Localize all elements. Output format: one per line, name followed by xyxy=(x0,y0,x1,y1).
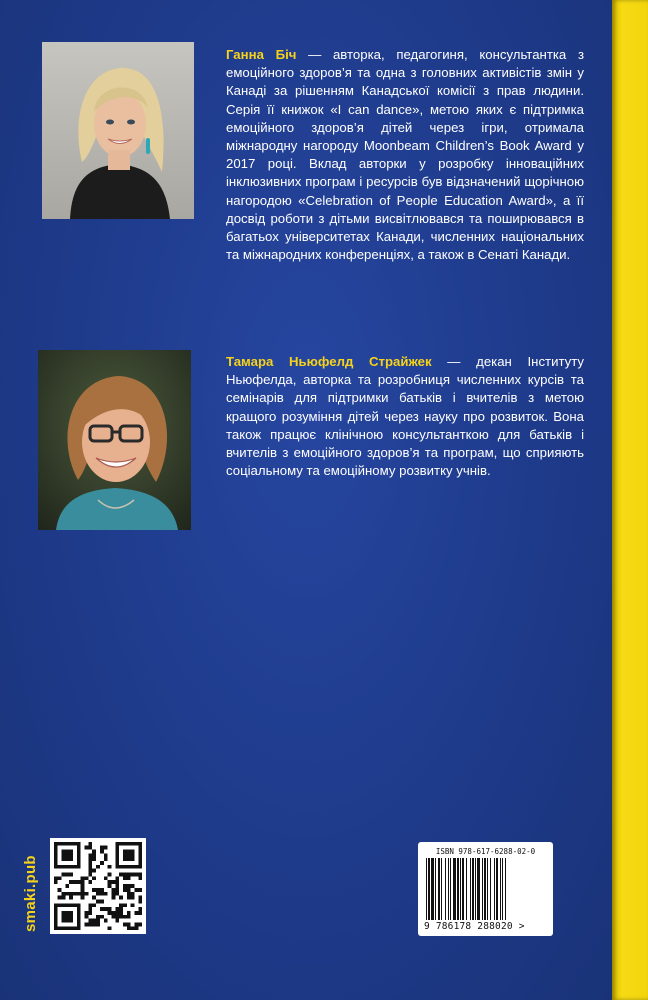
isbn-barcode xyxy=(418,842,553,936)
author1-photo xyxy=(42,42,194,219)
author2-bio-text: — декан Інституту Ньюфелда, авторка та розробниця численних курсів та семінарів для підтримки батьків і вчителів з метою кращого розуміння дітей через науку про розвиток. Вона також працює клінічною консультанткою для батьків і вчителів з емоційного здоров’я та програм, що сприяють соціальному та емоційному розвитку учнів. xyxy=(226,354,585,479)
author1-bio xyxy=(226,46,584,264)
author2-photo xyxy=(38,350,191,530)
qr-code-icon[interactable] xyxy=(50,838,146,934)
author2-bio xyxy=(226,353,584,480)
publisher-site[interactable]: smaki.pub xyxy=(22,855,39,932)
isbn-label: ISBN 978-617-6288-02-0 xyxy=(435,847,536,856)
author1-bio-text: — авторка, педагогиня, консультантка з емоційного здоров’я та одна з головних активістів змін у Канаді за рішенням Канадської комісії з прав людини. Серія її книжок «I can dance», метою яких є підтримка емоційного здоров’я дітей через ігри, отримала міжнародну нагороду Moonbeam Children’s Book Award у 2017 році. Вклад авторки у розробку інноваційних інклюзивних програм і ресурсів був відзначений щорічною нагородою «Celebration of People Education Award», а її досвід роботи з дітьми висвітлювався та поширювався в багатьох університетах Канади, численних національних та міжнародних конференціях, а також в Сенаті Канади. xyxy=(226,47,584,263)
book-spine xyxy=(612,0,648,1000)
barcode-icon xyxy=(426,858,545,920)
author1-name: Ганна Біч xyxy=(226,47,297,62)
author2-name: Тамара Ньюфелд Страйжек xyxy=(226,354,432,369)
isbn-digits: 9 786178 288020 > xyxy=(424,921,525,932)
